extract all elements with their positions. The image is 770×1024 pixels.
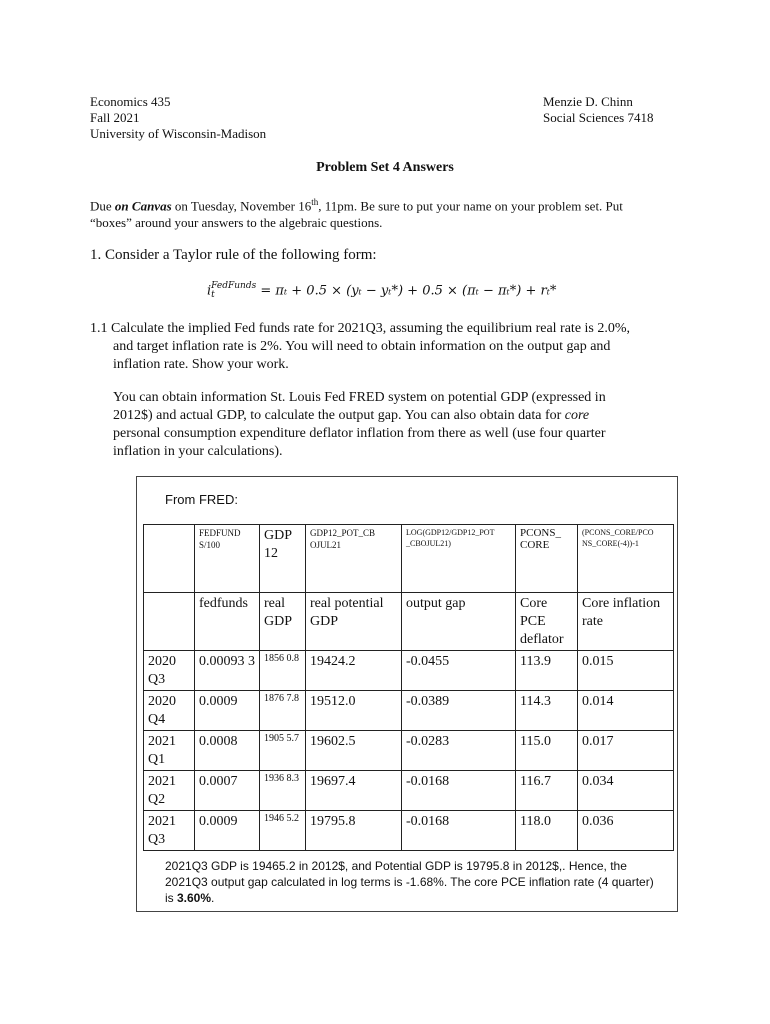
table-cell: PCONS_ CORE (516, 525, 578, 593)
table-cell: 0.0009 (195, 691, 260, 731)
table-cell: 19512.0 (306, 691, 402, 731)
instructor: Menzie D. Chinn (543, 94, 633, 109)
table-row (144, 771, 674, 811)
table-cell: (PCONS_CORE/PCO NS_CORE(-4))-1 (578, 525, 674, 593)
table-cell: 0.017 (578, 731, 674, 771)
office: Social Sciences 7418 (543, 110, 654, 125)
q11-p2-line3: personal consumption expenditure deflator inflation from there as well (use four quarter (113, 426, 606, 441)
table-cell: LOG(GDP12/GDP12_POT _CBOJUL21) (402, 525, 516, 593)
table-cell: 19795.8 (306, 811, 402, 851)
table-cell (144, 525, 195, 593)
table-row (144, 691, 674, 731)
answer-summary (165, 858, 665, 906)
table-cell: -0.0389 (402, 691, 516, 731)
course-name: Economics 435 (90, 94, 171, 109)
table-cell: -0.0168 (402, 771, 516, 811)
summary-inflation-value: 3.60% (177, 891, 212, 905)
table-cell: 1936 8.3 (260, 771, 306, 811)
q11-line3: inflation rate. Show your work. (113, 357, 289, 372)
due-line2: “boxes” around your answers to the algebraic questions. (90, 215, 383, 231)
due-paragraph (90, 194, 690, 231)
summary-end: . (211, 891, 215, 905)
due-prefix: Due (90, 198, 115, 214)
q11-p2-core: core (564, 408, 590, 423)
table-row-labels (144, 593, 674, 651)
table-cell: output gap (402, 593, 516, 651)
table-cell: 113.9 (516, 651, 578, 691)
table-row (144, 731, 674, 771)
table-cell: -0.0168 (402, 811, 516, 851)
table-cell: 1905 5.7 (260, 731, 306, 771)
table-cell: 2020 Q4 (144, 691, 195, 731)
table-cell: real GDP (260, 593, 306, 651)
due-rest: , 11pm. Be sure to put your name on your problem set. Put (318, 198, 623, 214)
due-sup: th (311, 197, 319, 207)
table-cell: GDP 12 (260, 525, 306, 593)
table-cell (144, 593, 195, 651)
table-cell: 0.015 (578, 651, 674, 691)
q11-p2-line2: 2012$) and actual GDP, to calculate the output gap. You can also obtain data for (113, 408, 565, 423)
term: Fall 2021 (90, 110, 140, 125)
table-cell: 0.034 (578, 771, 674, 811)
table-cell: 0.036 (578, 811, 674, 851)
table-cell: fedfunds (195, 593, 260, 651)
university: University of Wisconsin-Madison (90, 126, 267, 141)
table-cell: Core inflation rate (578, 593, 674, 651)
table-cell: 2021 Q3 (144, 811, 195, 851)
eq-lhs-sup: FedFunds (211, 281, 257, 291)
table-cell: 1946 5.2 (260, 811, 306, 851)
table-row (144, 811, 674, 851)
table-cell: 116.7 (516, 771, 578, 811)
q11-line2: and target inflation rate is 2%. You will need to obtain information on the output gap and (113, 339, 611, 354)
table-cell: -0.0283 (402, 731, 516, 771)
question-1: 1. Consider a Taylor rule of the following form: (90, 247, 377, 263)
table-cell: 2021 Q2 (144, 771, 195, 811)
q11-p2-line1: You can obtain information St. Louis Fed FRED system on potential GDP (expressed in (113, 390, 606, 405)
table-row (144, 651, 674, 691)
eq-lhs-sub: t (211, 290, 215, 300)
table-cell: 114.3 (516, 691, 578, 731)
taylor-rule-equation (207, 282, 556, 300)
table-cell: 115.0 (516, 731, 578, 771)
from-fred-label: From FRED: (165, 492, 238, 507)
table-cell: 0.014 (578, 691, 674, 731)
table-cell: 2021 Q1 (144, 731, 195, 771)
question-1-1 (90, 320, 690, 374)
table-cell: 118.0 (516, 811, 578, 851)
fred-data-table (143, 524, 674, 851)
due-emphasis: on Canvas (114, 198, 172, 214)
table-cell: 19424.2 (306, 651, 402, 691)
table-cell: GDP12_POT_CB OJUL21 (306, 525, 402, 593)
table-cell: 2020 Q3 (144, 651, 195, 691)
table-cell: FEDFUND S/100 (195, 525, 260, 593)
table-row-codes (144, 525, 674, 593)
table-cell: 0.0007 (195, 771, 260, 811)
eq-rhs: = πₜ + 0.5 × (yₜ − yₜ*) + 0.5 × (πₜ − πₜ*) + rₜ* (260, 283, 557, 299)
table-cell: 19697.4 (306, 771, 402, 811)
table-cell: 1876 7.8 (260, 691, 306, 731)
summary-text: 2021Q3 GDP is 19465.2 in 2012$, and Potential GDP is 19795.8 in 2012$,. Hence, the 2021Q3 output gap calculated in log terms is -1.68%. The core PCE inflation rate (4 quarter) is (165, 859, 654, 905)
table-cell: real potential GDP (306, 593, 402, 651)
eq-lhs-base: i (207, 283, 212, 299)
table-cell: 1856 0.8 (260, 651, 306, 691)
q11-line1: 1.1 Calculate the implied Fed funds rate for 2021Q3, assuming the equilibrium real rate is 2.0%, (90, 321, 631, 336)
table-cell: 0.0008 (195, 731, 260, 771)
table-cell: 0.00093 3 (195, 651, 260, 691)
table-cell: 0.0009 (195, 811, 260, 851)
page-title: Problem Set 4 Answers (316, 160, 454, 175)
due-mid: on Tuesday, November 16 (171, 198, 312, 214)
question-1-1-paragraph2 (113, 389, 693, 461)
table-cell: -0.0455 (402, 651, 516, 691)
table-cell: 19602.5 (306, 731, 402, 771)
q11-p2-line4: inflation in your calculations). (113, 444, 283, 459)
table-cell: Core PCE deflator (516, 593, 578, 651)
